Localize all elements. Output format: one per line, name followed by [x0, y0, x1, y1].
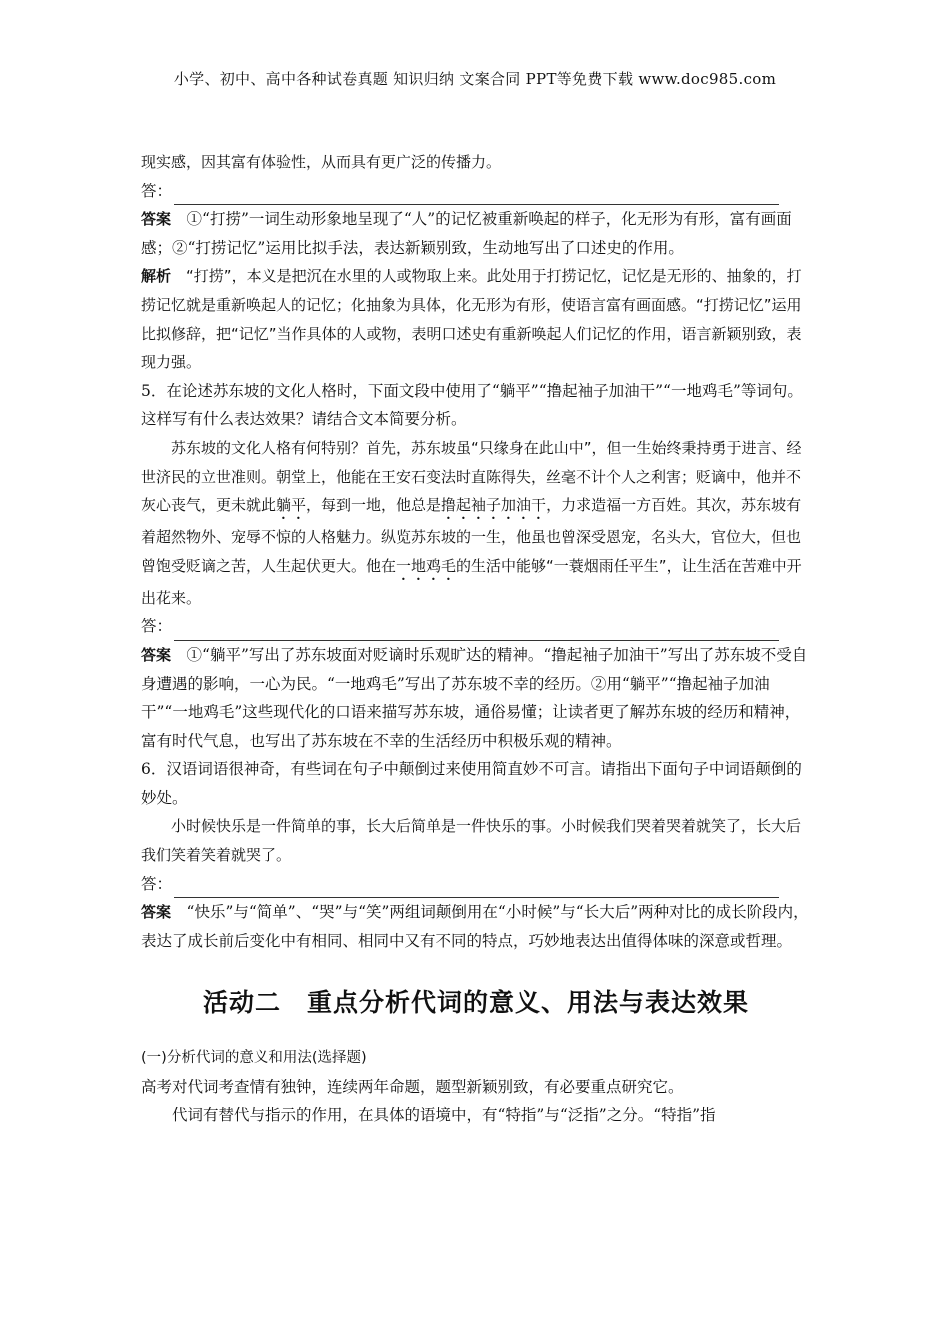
q6-answer-text: “快乐”与“简单”、“哭”与“笑”两组词颠倒用在“小时候”与“长大后”两种对比的成长阶段内，表达了成长前后变化中有相同、相同中又有不同的特点，巧妙地表达出值得体味的深意或哲理。 [141, 903, 809, 950]
q5-answer-line [141, 612, 811, 641]
section-paragraph: 代词有替代与指示的作用，在具体的语境中，有“特指”与“泛指”之分。“特指”指 [172, 1106, 716, 1125]
q5-emphasis-word: 撸起袖子加油干 [441, 496, 547, 515]
section-title: 活动二 重点分析代词的意义、用法与表达效果 [202, 988, 749, 1018]
document-body [141, 148, 811, 1130]
q4-answer [141, 205, 811, 262]
q5-passage-part: 苏东坡的文化人格有何特别？首先，苏东坡虽“只缘身在此山中”，但一生始终秉持勇于进言、经世济民的立世准则。朝堂上，他能在王安石变法时直陈得失，丝毫不计个人之利害；贬谪中，他并不灰心丧气，更未就此 [141, 438, 802, 515]
answer-blank [174, 190, 779, 205]
answer-blank [174, 883, 779, 898]
q6-answer-line [141, 870, 811, 899]
q5-answer-text: ①“躺平”写出了苏东坡面对贬谪时乐观旷达的精神。“撸起袖子加油干”写出了苏东坡不受自身遭遇的影响，一心为民。“一地鸡毛”写出了苏东坡不幸的经历。②用“躺平”“撸起袖子加油干”“一地鸡毛”这些现代化的口语来描写苏东坡，通俗易懂；让读者更了解苏东坡的经历和精神，富有时代气息，也写出了苏东坡在不幸的生活经历中积极乐观的精神。 [141, 645, 808, 750]
q4-analysis-text: “打捞”，本义是把沉在水里的人或物取上来。此处用于打捞记忆，记忆是无形的、抽象的，打捞记忆就是重新唤起人的记忆；化抽象为具体，化无形为有形，使语言富有画面感。“打捞记忆”运用比拟修辞，把“记忆”当作具体的人或物，表明口述史有重新唤起人们记忆的作用，语言新颖别致，表现力强。 [141, 267, 802, 372]
q4-tail-text: 现实感，因其富有体验性，从而具有更广泛的传播力。 [141, 153, 502, 171]
answer-blank [174, 626, 779, 641]
q4-answer-text: ①“打捞”一词生动形象地呈现了“人”的记忆被重新唤起的样子，化无形为有形，富有画面感；②“打捞记忆”运用比拟手法，表达新颖别致，生动地写出了口述史的作用。 [141, 210, 792, 257]
answer-label: 答案 [141, 210, 172, 229]
section-subtitle: (一)分析代词的意义和用法(选择题) [141, 1050, 367, 1067]
answer-prompt: 答： [141, 181, 173, 200]
answer-prompt: 答： [141, 874, 173, 893]
answer-label: 答案 [141, 645, 172, 664]
q5-stem: 5．在论述苏东坡的文化人格时，下面文段中使用了“躺平”“撸起袖子加油干”“一地鸡毛”等词句。这样写有什么表达效果？请结合文本简要分析。 [141, 381, 803, 429]
q6-passage: 小时候快乐是一件简单的事，长大后简单是一件快乐的事。小时候我们哭着哭着就笑了，长大后我们笑着笑着就哭了。 [141, 817, 802, 865]
q5-passage [141, 434, 811, 612]
q4-analysis [141, 262, 811, 376]
q5-passage-part: ，每到一地，他总是 [306, 496, 442, 515]
q6-stem: 6．汉语词语很神奇，有些词在句子中颠倒过来使用简直妙不可言。请指出下面句子中词语颠倒的妙处。 [141, 760, 802, 807]
answer-prompt: 答： [141, 617, 173, 636]
answer-label: 答案 [141, 903, 172, 922]
q5-answer [141, 641, 811, 755]
q5-emphasis-word: 躺平 [276, 496, 307, 515]
section-paragraph: 高考对代词考查情有独钟，连续两年命题，题型新颖别致，有必要重点研究它。 [141, 1077, 684, 1096]
analysis-label: 解析 [141, 267, 172, 286]
q5-passage-part: ，力求造福一方百姓。其次，苏东坡有着超然物外、宠辱不惊的人格魅力。纵览苏东坡的一生，他虽也曾深受恩宠，名头大，官位大，但也曾饱受贬谪之苦，人生起伏更大。他在 [141, 496, 802, 575]
q5-passage-part: 的生活中能够“一蓑烟雨任平生”，让生活在苦难中开出花来。 [141, 556, 802, 607]
q6-answer [141, 898, 811, 955]
q4-answer-line [141, 177, 811, 206]
page-header: 小学、初中、高中各种试卷真题 知识归纳 文案合同 PPT等免费下载 www.doc985.com [173, 70, 777, 88]
q5-emphasis-word: 一地鸡毛 [396, 556, 457, 575]
